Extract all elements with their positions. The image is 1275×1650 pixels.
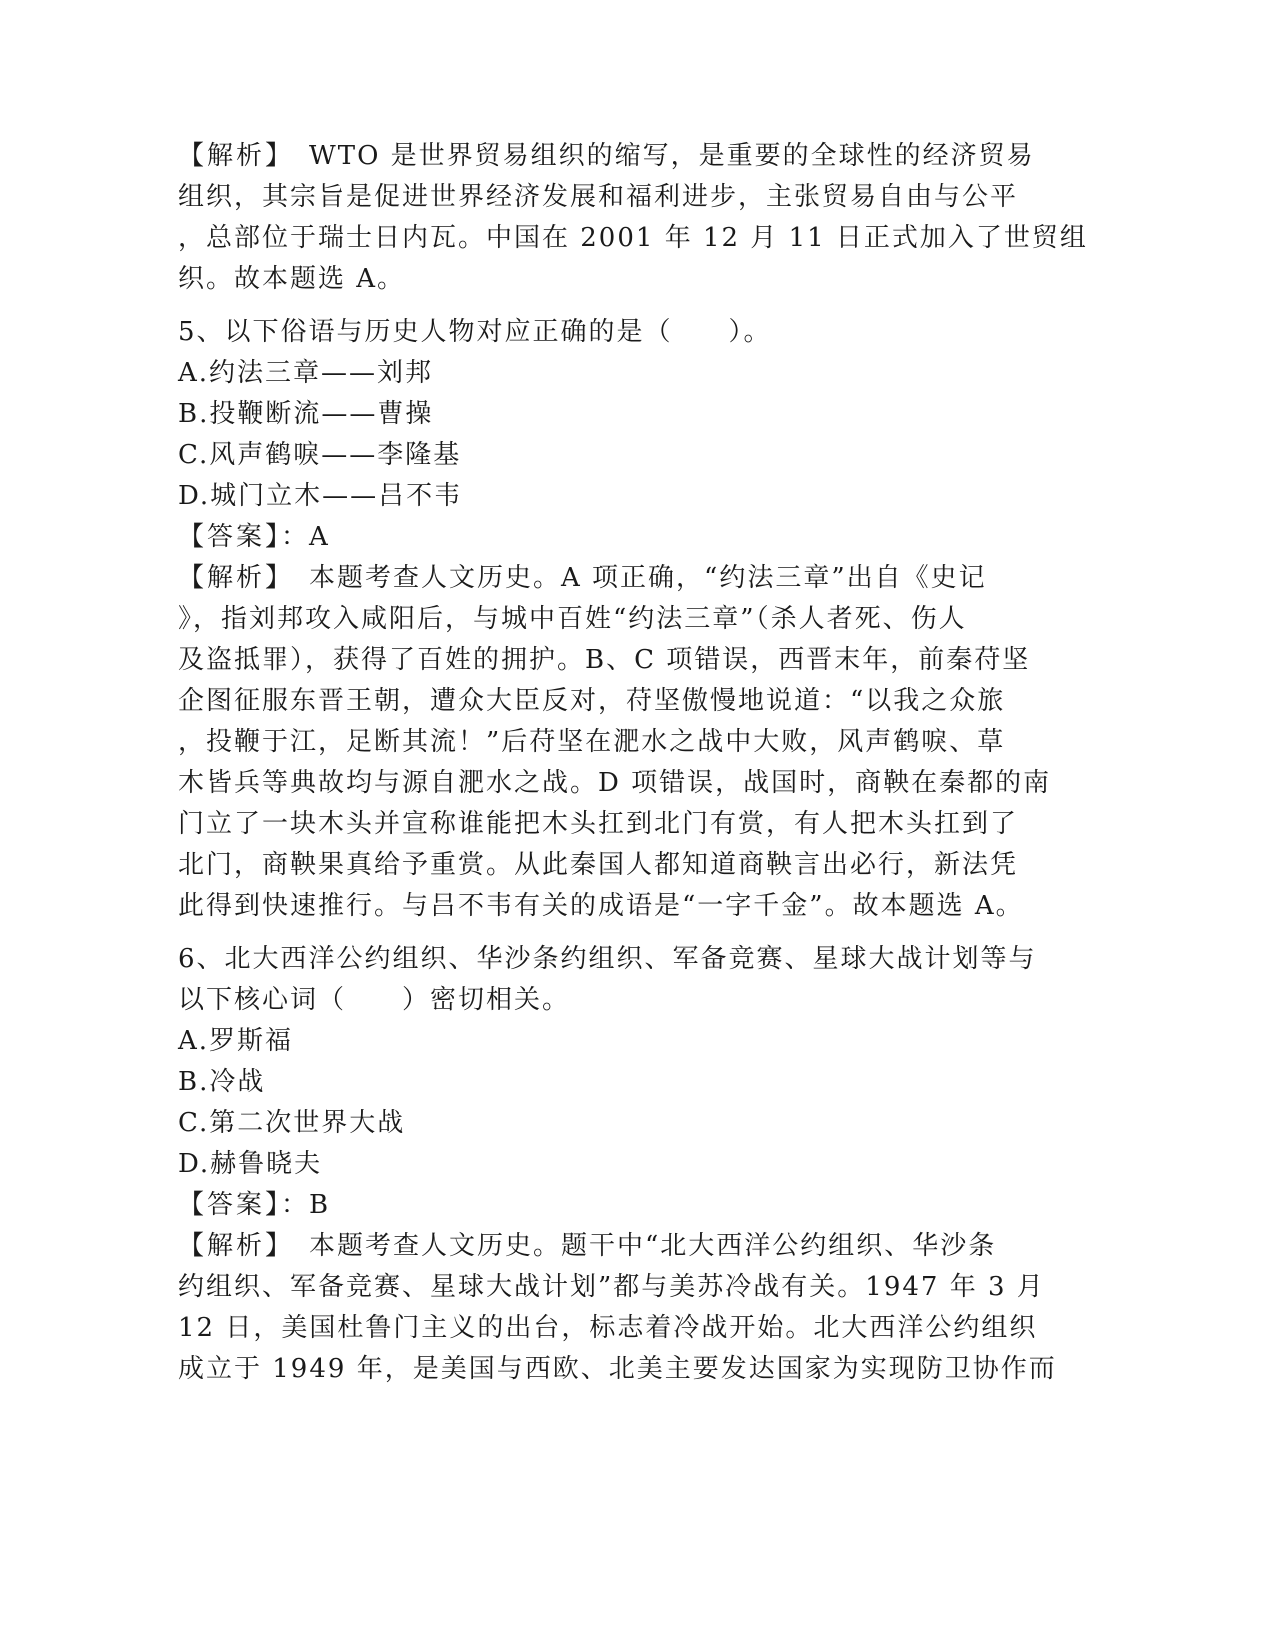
q5-option-a: A.约法三章——刘邦 [178, 358, 434, 388]
q4-explain-line [178, 136, 1038, 177]
q4-explain-line: 组织，其宗旨是促进世界经济发展和福利进步，主张贸易自由与公平 [178, 182, 1019, 212]
q6-explain-line: 约组织、军备竞赛、星球大战计划”都与美苏冷战有关。1947 年 3 月 [178, 1272, 1045, 1302]
q5-explain-text: 本题考查人文历史。A 项正确，“约法三章”出自《史记 [281, 563, 987, 593]
q5-option-d: D.城门立木——吕不韦 [178, 481, 463, 511]
q6-option-d: D.赫鲁晓夫 [178, 1149, 323, 1179]
q5-answer [178, 517, 1038, 558]
q6-question-line: 以下核心词（ ）密切相关。 [178, 985, 571, 1015]
q5-explain-line: 门立了一块木头并宣称谁能把木头扛到北门有赏，有人把木头扛到了 [178, 809, 1019, 839]
q4-explain-line: 织。故本题选 A。 [178, 264, 406, 294]
q6-option-a: A.罗斯福 [178, 1026, 294, 1056]
q6-explain-label: 【解析】 [178, 1231, 282, 1261]
q6-explain-line [178, 1226, 1038, 1267]
q6-option-b: B.冷战 [178, 1067, 266, 1097]
q5-explain-line: 企图征服东晋王朝，遭众大臣反对，苻坚傲慢地说道：“以我之众旅 [178, 686, 1006, 716]
q5-explain-line: 北门，商鞅果真给予重赏。从此秦国人都知道商鞅言出必行，新法凭 [178, 850, 1019, 880]
q5-explain-line: 》，指刘邦攻入咸阳后，与城中百姓“约法三章”（杀人者死、伤人 [178, 604, 967, 634]
q4-explain-line: ，总部位于瑞士日内瓦。中国在 2001 年 12 月 11 日正式加入了世贸组 [178, 223, 1088, 253]
q4-explain-label: 【解析】 [178, 141, 282, 171]
q5-option-c: C.风声鹤唳——李隆基 [178, 440, 462, 470]
q5-explain-line: 及盗抵罪），获得了百姓的拥护。B、C 项错误，西晋末年，前秦苻坚 [178, 645, 1031, 675]
q6-answer-value: ：B [281, 1190, 331, 1220]
q5-explain-label: 【解析】 [178, 563, 282, 593]
q6-answer [178, 1185, 1038, 1226]
document-page [178, 136, 1088, 1390]
q5-answer-value: ：A [281, 522, 330, 552]
q5-explain-line: 木皆兵等典故均与源自淝水之战。D 项错误，战国时，商鞅在秦都的南 [178, 768, 1052, 798]
q5-answer-label: 【答案】 [178, 522, 282, 552]
q6-explain-text: 本题考查人文历史。题干中“北大西洋公约组织、华沙条 [281, 1231, 997, 1261]
q5-option-b: B.投鞭断流——曹操 [178, 399, 434, 429]
q6-question-line: 6、北大西洋公约组织、华沙条约组织、军备竞赛、星球大战计划等与 [178, 944, 1037, 974]
q5-explain-line: ，投鞭于江，足断其流！”后苻坚在淝水之战中大败，风声鹤唳、草 [178, 727, 1006, 757]
q6-explain-line: 成立于 1949 年，是美国与西欧、北美主要发达国家为实现防卫协作而 [178, 1354, 1057, 1384]
q6-option-c: C.第二次世界大战 [178, 1108, 406, 1138]
q5-explain-line [178, 558, 1038, 599]
q6-explain-line: 12 日，美国杜鲁门主义的出台，标志着冷战开始。北大西洋公约组织 [178, 1313, 1038, 1343]
q6-answer-label: 【答案】 [178, 1190, 282, 1220]
q4-explain-text: WTO 是世界贸易组织的缩写，是重要的全球性的经济贸易 [281, 141, 1035, 171]
q5-question: 5、以下俗语与历史人物对应正确的是（ ）。 [178, 317, 772, 347]
q5-explain-line: 此得到快速推行。与吕不韦有关的成语是“一字千金”。故本题选 A。 [178, 891, 1024, 921]
